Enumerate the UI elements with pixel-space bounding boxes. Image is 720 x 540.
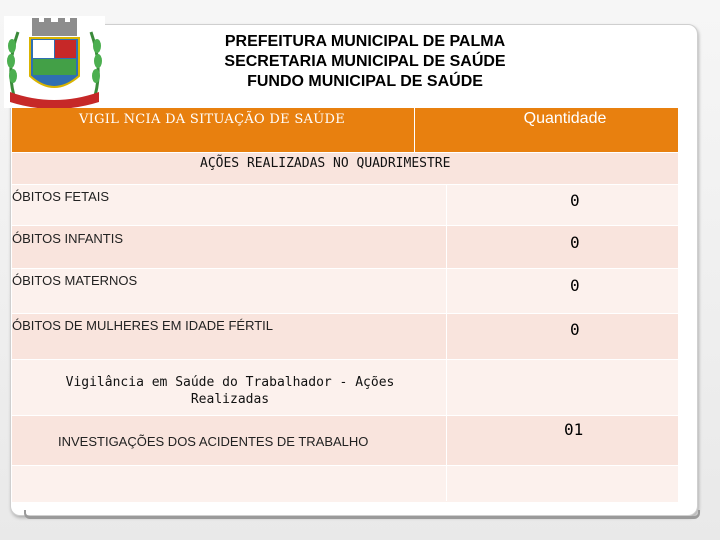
vigilancia-trabalhador-title: Vigilância em Saúde do Trabalhador - Ações Realizadas: [65, 375, 395, 407]
header-line-fundo: FUNDO MUNICIPAL DE SAÚDE: [247, 73, 483, 90]
row-label-investigacoes: INVESTIGAÇÕES DOS ACIDENTES DE TRABALHO: [58, 434, 369, 449]
row-label-obitos-mulheres: ÓBITOS DE MULHERES EM IDADE FÉRTIL: [12, 318, 274, 333]
row-label-obitos-fetais: ÓBITOS FETAIS: [12, 189, 110, 204]
header-line-secretaria: SECRETARIA MUNICIPAL DE SAÚDE: [224, 53, 506, 70]
row-value-obitos-mulheres: 0: [570, 320, 580, 339]
municipal-coat-of-arms-icon: [4, 16, 105, 108]
table-column-divider: [446, 184, 447, 501]
column-header-vigilancia: VIGIL NCIA DA SITUAÇÃO DE SAÚDE: [78, 112, 346, 127]
table-header-divider: [414, 108, 415, 152]
header-line-prefeitura: PREFEITURA MUNICIPAL DE PALMA: [224, 33, 506, 50]
row-value-obitos-infantis: 0: [570, 233, 580, 252]
row-label-obitos-maternos: ÓBITOS MATERNOS: [12, 273, 138, 288]
document-header: [150, 32, 580, 92]
row-value-investigacoes: 01: [564, 420, 584, 439]
panel-bottom-bar: [24, 510, 700, 519]
column-header-quantidade: Quantidade: [523, 110, 607, 127]
section-title: AÇÕES REALIZADAS NO QUADRIMESTRE: [200, 156, 451, 171]
row-label-obitos-infantis: ÓBITOS INFANTIS: [12, 231, 124, 246]
row-value-obitos-fetais: 0: [570, 191, 580, 210]
table-row: [12, 465, 678, 502]
row-value-obitos-maternos: 0: [570, 276, 580, 295]
